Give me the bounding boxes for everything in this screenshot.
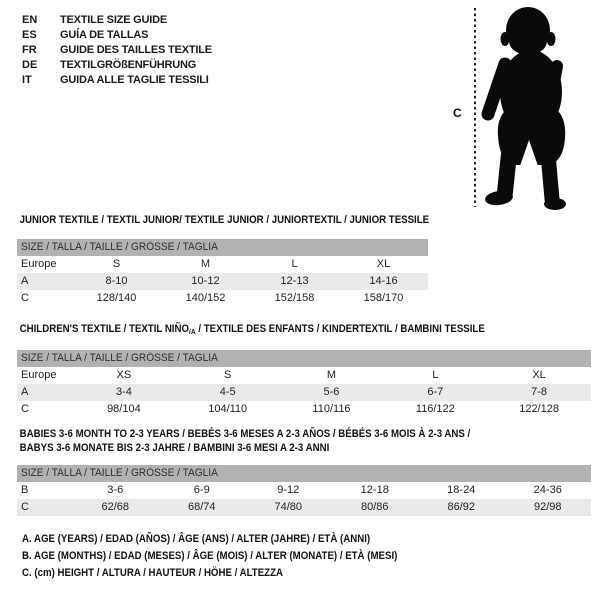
table-title-segment: /A <box>189 327 196 336</box>
row-label: Europe <box>21 258 57 270</box>
table-cell: 74/80 <box>274 501 303 513</box>
language-code: IT <box>22 74 32 86</box>
table-title-segment: CHILDREN'S TEXTILE / TEXTIL NIÑO <box>19 323 190 335</box>
row-label: B <box>21 484 29 496</box>
babies-textile-table <box>17 427 591 516</box>
row-label: C <box>21 403 29 415</box>
table-cell: 3-6 <box>107 484 124 496</box>
language-row <box>22 58 212 73</box>
table-cell: 18-24 <box>447 484 476 496</box>
row-label: C <box>21 292 29 304</box>
size-header-label: SIZE / TALLA / TAILLE / GRÖSSE / TAGLIA <box>21 352 218 364</box>
table-cell: 122/128 <box>519 403 559 415</box>
row-label: Europe <box>21 369 57 381</box>
junior-textile-table <box>17 213 428 307</box>
table-cell: 80/86 <box>360 501 389 513</box>
language-list <box>22 13 212 88</box>
row-label: A <box>21 386 29 398</box>
size-header-label: SIZE / TALLA / TAILLE / GRÖSSE / TAGLIA <box>21 467 218 479</box>
size-table <box>17 239 428 307</box>
table-cell: L <box>432 369 439 381</box>
table-title <box>17 213 430 227</box>
table-cell: 14-16 <box>369 275 398 287</box>
table-cell: 140/152 <box>185 292 226 304</box>
table-row <box>17 482 591 499</box>
language-code: EN <box>22 14 38 26</box>
table-cell: 98/104 <box>107 403 141 415</box>
table-row <box>17 273 428 290</box>
table-cell: 4-5 <box>219 386 236 398</box>
language-title: TEXTILGRÖßENFÜHRUNG <box>60 59 197 71</box>
table-cell: 62/68 <box>101 501 130 513</box>
table-cell: 10-12 <box>191 275 220 287</box>
language-row <box>22 13 212 28</box>
table-cell: 110/116 <box>312 403 351 415</box>
table-cell: 92/98 <box>533 501 562 513</box>
row-label: C <box>21 501 29 513</box>
table-cell: XL <box>532 369 546 381</box>
language-row <box>22 43 212 58</box>
table-cell: 7-8 <box>531 386 548 398</box>
table-cell: 68/74 <box>187 501 216 513</box>
toddler-silhouette-icon <box>480 4 575 212</box>
childrens-textile-table <box>17 322 591 418</box>
table-row <box>17 499 591 516</box>
footnote-line: A. AGE (YEARS) / EDAD (AÑOS) / ÂGE (ANS) / ALTER (JAHRE) / ETÀ (ANNI) <box>22 533 371 545</box>
table-cell: 6-9 <box>193 484 210 496</box>
height-measure-label: C <box>453 106 462 120</box>
language-title: TEXTILE SIZE GUIDE <box>60 14 168 26</box>
footnotes <box>22 531 449 582</box>
height-measure-dashed-line <box>474 8 476 207</box>
table-cell: 6-7 <box>427 386 444 398</box>
table-cell: L <box>291 258 298 270</box>
table-cell: M <box>326 369 337 381</box>
size-header-bar <box>17 350 591 367</box>
size-table <box>17 350 591 418</box>
table-cell: 24-36 <box>533 484 562 496</box>
table-cell: 128/140 <box>96 292 137 304</box>
table-title-segment: BABIES 3-6 MONTH TO 2-3 YEARS / BEBÉS 3-6 MESES A 2-3 AÑOS / BÉBÉS 3-6 MOIS À 2-3 ANS / <box>19 428 471 440</box>
table-cell: 5-6 <box>323 386 340 398</box>
table-row <box>17 290 428 307</box>
row-label: A <box>21 275 29 287</box>
table-cell: 86/92 <box>447 501 476 513</box>
table-row <box>17 367 591 384</box>
language-code: FR <box>22 44 37 56</box>
table-row <box>17 384 591 401</box>
table-title <box>17 322 522 339</box>
footnote-line: B. AGE (MONTHS) / EDAD (MESES) / ÂGE (MOIS) / ALTER (MONATE) / ETÀ (MESI) <box>22 550 398 562</box>
table-title-segment: JUNIOR TEXTILE / TEXTIL JUNIOR/ TEXTILE JUNIOR / JUNIORTEXTIL / JUNIOR TESSILE <box>19 214 430 226</box>
toddler-silhouette-shapes <box>484 7 566 210</box>
language-title: GUÍA DE TALLAS <box>60 29 149 41</box>
table-cell: S <box>112 258 121 270</box>
size-table <box>17 465 591 516</box>
table-cell: S <box>224 369 232 381</box>
language-code: ES <box>22 29 37 41</box>
table-cell: 8-10 <box>105 275 128 287</box>
table-title-segment: / TEXTILE DES ENFANTS / KINDERTEXTIL / BAMBINI TESSILE <box>195 323 485 335</box>
table-cell: XL <box>376 258 391 270</box>
table-cell: 9-12 <box>277 484 300 496</box>
table-row <box>17 256 428 273</box>
table-title-segment: BABYS 3-6 MONATE BIS 2-3 JAHRE / BAMBINI 3-6 MESI A 2-3 ANNI <box>19 442 330 454</box>
table-cell: 152/158 <box>274 292 315 304</box>
table-title <box>17 427 522 455</box>
language-row <box>22 28 212 43</box>
language-row <box>22 73 212 88</box>
table-cell: 104/110 <box>208 403 248 415</box>
table-cell: 12-18 <box>360 484 389 496</box>
size-header-label: SIZE / TALLA / TAILLE / GRÖSSE / TAGLIA <box>21 241 218 253</box>
table-cell: XS <box>116 369 132 381</box>
footnote-line: C. (cm) HEIGHT / ALTURA / HAUTEUR / HÖHE / ALTEZZA <box>22 567 284 579</box>
language-code: DE <box>22 59 38 71</box>
size-header-bar <box>17 239 428 256</box>
table-cell: M <box>200 258 211 270</box>
language-title: GUIDA ALLE TAGLIE TESSILI <box>60 74 209 86</box>
table-cell: 158/170 <box>363 292 404 304</box>
table-cell: 12-13 <box>280 275 309 287</box>
table-cell: 3-4 <box>115 386 132 398</box>
table-cell: 116/122 <box>415 403 455 415</box>
size-header-bar <box>17 465 591 482</box>
language-title: GUIDE DES TAILLES TEXTILE <box>60 44 212 56</box>
table-row <box>17 401 591 418</box>
